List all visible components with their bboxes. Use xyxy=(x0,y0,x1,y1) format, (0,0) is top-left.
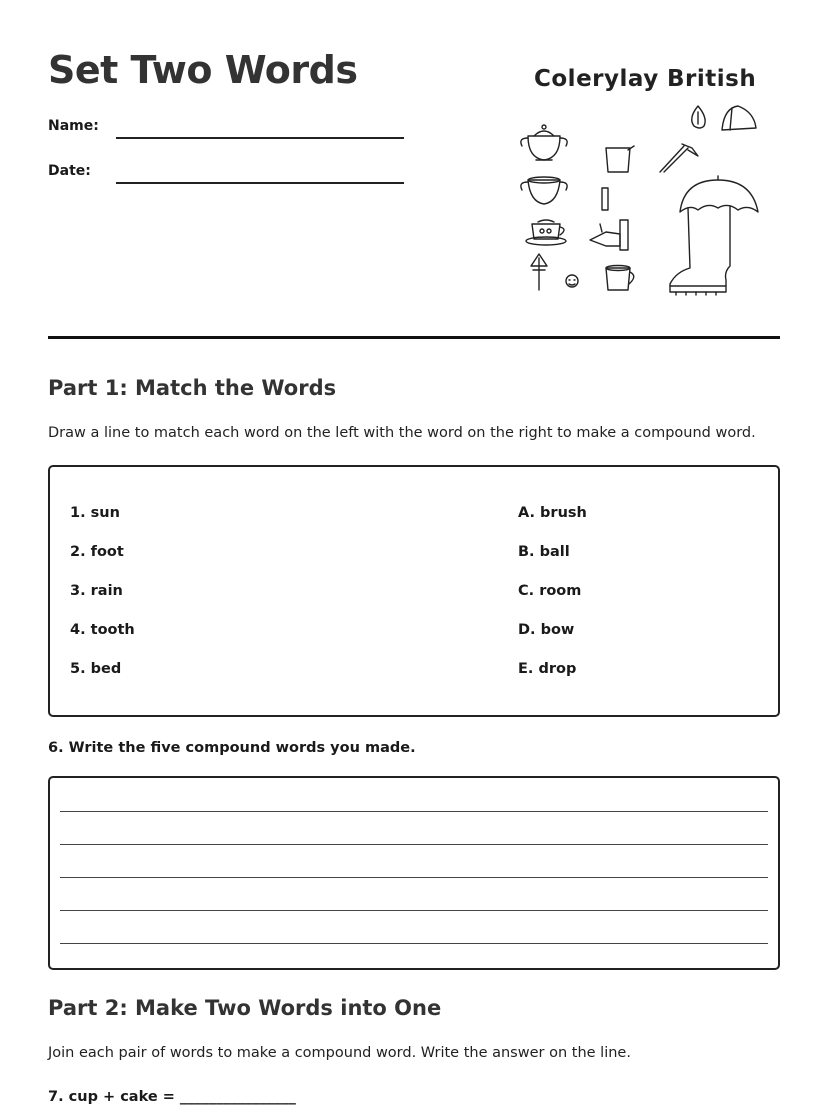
left-word-5[interactable]: 5. bed xyxy=(70,661,122,677)
answer-line-4[interactable] xyxy=(60,910,768,911)
question7[interactable]: 7. cup + cake = ________________ xyxy=(48,1089,296,1105)
sign-arrow-icon xyxy=(531,254,547,290)
teacup-icon xyxy=(521,177,567,204)
onion-small-icon xyxy=(566,275,578,287)
kettle-icon xyxy=(590,220,628,250)
sugar-bowl-icon xyxy=(521,125,567,160)
worksheet-title: Set Two Words xyxy=(48,48,358,92)
part2-instruction: Join each pair of words to make a compound word. Write the answer on the line. xyxy=(48,1045,631,1061)
left-word-3[interactable]: 3. rain xyxy=(70,583,123,599)
answer-line-3[interactable] xyxy=(60,877,768,878)
left-word-1[interactable]: 1. sun xyxy=(70,505,120,521)
matching-box xyxy=(48,465,780,717)
answer-line-5[interactable] xyxy=(60,943,768,944)
right-word-a[interactable]: A. brush xyxy=(518,505,587,521)
toothbrush-icon xyxy=(660,144,698,172)
left-word-4[interactable]: 4. tooth xyxy=(70,622,135,638)
jug-icon xyxy=(606,146,634,172)
mug-icon xyxy=(606,266,634,291)
right-word-e[interactable]: E. drop xyxy=(518,661,577,677)
right-word-b[interactable]: B. ball xyxy=(518,544,570,560)
part1-instruction: Draw a line to match each word on the left with the word on the right to make a compound word. xyxy=(48,425,756,441)
name-field[interactable] xyxy=(116,137,404,139)
right-word-c[interactable]: C. room xyxy=(518,583,582,599)
compound-words-illustration xyxy=(510,100,770,305)
glass-icon xyxy=(602,188,608,210)
name-label: Name: xyxy=(48,118,99,134)
onion-icon xyxy=(692,106,705,128)
answer-line-1[interactable] xyxy=(60,811,768,812)
part2-heading: Part 2: Make Two Words into One xyxy=(48,996,442,1020)
umbrella-small-icon xyxy=(722,106,756,130)
date-field[interactable] xyxy=(116,182,404,184)
left-word-2[interactable]: 2. foot xyxy=(70,544,124,560)
answer-line-2[interactable] xyxy=(60,844,768,845)
art-word-2: British xyxy=(667,66,757,92)
art-word-1: Colerylay xyxy=(534,66,659,92)
part1-heading: Part 1: Match the Words xyxy=(48,376,337,400)
wellington-boot-with-umbrella-icon xyxy=(670,176,758,295)
header-divider xyxy=(48,336,780,339)
right-word-d[interactable]: D. bow xyxy=(518,622,575,638)
question6-label: 6. Write the five compound words you made. xyxy=(48,740,416,756)
cup-and-saucer-icon xyxy=(526,220,566,245)
answer-lines-box xyxy=(48,776,780,970)
date-label: Date: xyxy=(48,163,91,179)
